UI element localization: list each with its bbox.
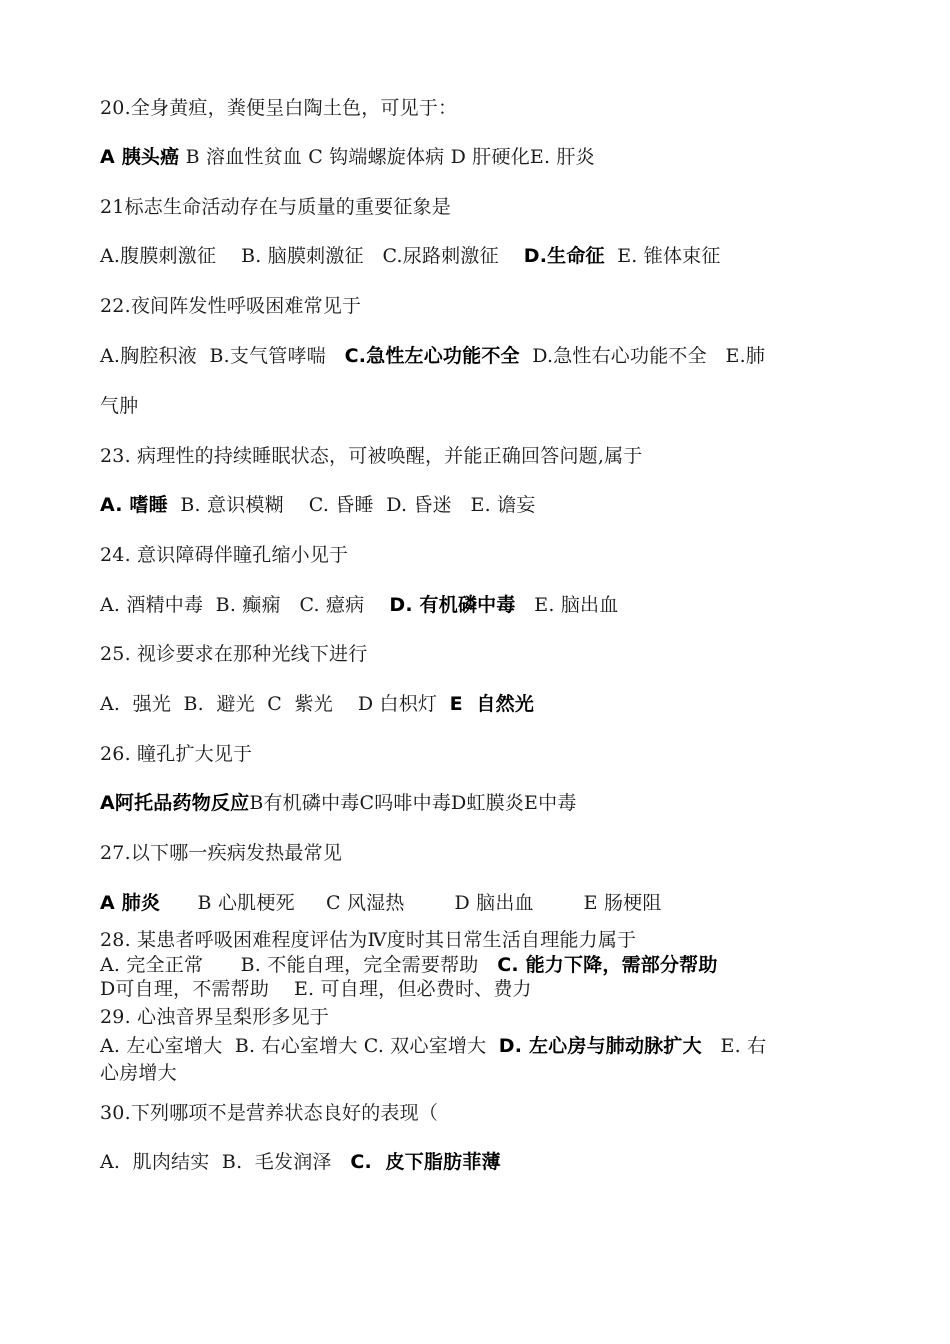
- question-30-answer: C. 皮下脂肪菲薄: [350, 1151, 501, 1173]
- question-26-answer: A阿托品药物反应: [100, 792, 250, 814]
- question-26-stem: 26. 瞳孔扩大见于: [100, 743, 253, 765]
- question-22-options-continued: 气肿: [100, 395, 139, 417]
- question-20-options: A 胰头癌 B 溶血性贫血 C 钩端螺旋体病 D 肝硬化E. 肝炎: [100, 146, 595, 168]
- question-30-options: A. 肌肉结实 B. 毛发润泽 C. 皮下脂肪菲薄: [100, 1151, 501, 1173]
- question-25-stem: 25. 视诊要求在那种光线下进行: [100, 643, 368, 665]
- question-22-stem: 22.夜间阵发性呼吸困难常见于: [100, 295, 362, 317]
- question-21-stem: 21标志生命活动存在与质量的重要征象是: [100, 196, 451, 218]
- question-24-stem: 24. 意识障碍伴瞳孔缩小见于: [100, 544, 349, 566]
- question-23-options: A. 嗜睡 B. 意识模糊 C. 昏睡 D. 昏迷 E. 谵妄: [100, 494, 536, 516]
- question-23-stem: 23. 病理性的持续睡眠状态，可被唤醒，并能正确回答问题,属于: [100, 445, 643, 467]
- question-29-options: A. 左心室增大 B. 右心室增大 C. 双心室增大 D. 左心房与肺动脉扩大 E. 右: [100, 1035, 767, 1057]
- question-28-options: A. 完全正常 B. 不能自理，完全需要帮助 C. 能力下降，需部分帮助: [100, 954, 718, 976]
- question-21-answer: D.生命征: [523, 245, 605, 267]
- question-27-answer: A 肺炎: [100, 892, 161, 914]
- question-29-answer: D. 左心房与肺动脉扩大: [498, 1035, 702, 1057]
- question-21-options: A.腹膜刺激征 B. 脑膜刺激征 C.尿路刺激征 D.生命征 E. 锥体束征: [100, 245, 721, 267]
- question-30-stem: 30.下列哪项不是营养状态良好的表现（: [100, 1102, 439, 1124]
- question-26-options: A阿托品药物反应B有机磷中毒C吗啡中毒D虹膜炎E中毒: [100, 792, 577, 814]
- question-22-options: A.胸腔积液 B.支气管哮喘 C.急性左心功能不全 D.急性右心功能不全 E.肺: [100, 345, 766, 367]
- question-27-stem: 27.以下哪一疾病发热最常见: [100, 842, 343, 864]
- question-25-answer: E 自然光: [449, 693, 535, 715]
- question-22-answer: C.急性左心功能不全: [344, 345, 520, 367]
- question-23-answer: A. 嗜睡: [100, 494, 168, 516]
- question-29-options-continued: 心房增大: [100, 1062, 177, 1084]
- question-28-options-continued: D可自理，不需帮助 E. 可自理，但必费时、费力: [100, 978, 532, 1000]
- question-28-stem: 28. 某患者呼吸困难程度评估为Ⅳ度时其日常生活自理能力属于: [100, 929, 637, 951]
- question-20-answer: A 胰头癌: [100, 146, 180, 168]
- question-20-stem: 20.全身黄疸，粪便呈白陶土色，可见于：: [100, 97, 458, 119]
- question-24-options: A. 酒精中毒 B. 癫痫 C. 癔病 D. 有机磷中毒 E. 脑出血: [100, 594, 619, 616]
- question-27-options: A 肺炎 B 心肌梗死 C 风湿热 D 脑出血 E 肠梗阻: [100, 892, 662, 914]
- question-24-answer: D. 有机磷中毒: [389, 594, 516, 616]
- question-25-options: A. 强光 B. 避光 C 紫光 D 白枳灯 E 自然光: [100, 693, 535, 715]
- question-29-stem: 29. 心浊音界呈梨形多见于: [100, 1006, 330, 1028]
- question-28-answer: C. 能力下降，需部分帮助: [497, 954, 718, 976]
